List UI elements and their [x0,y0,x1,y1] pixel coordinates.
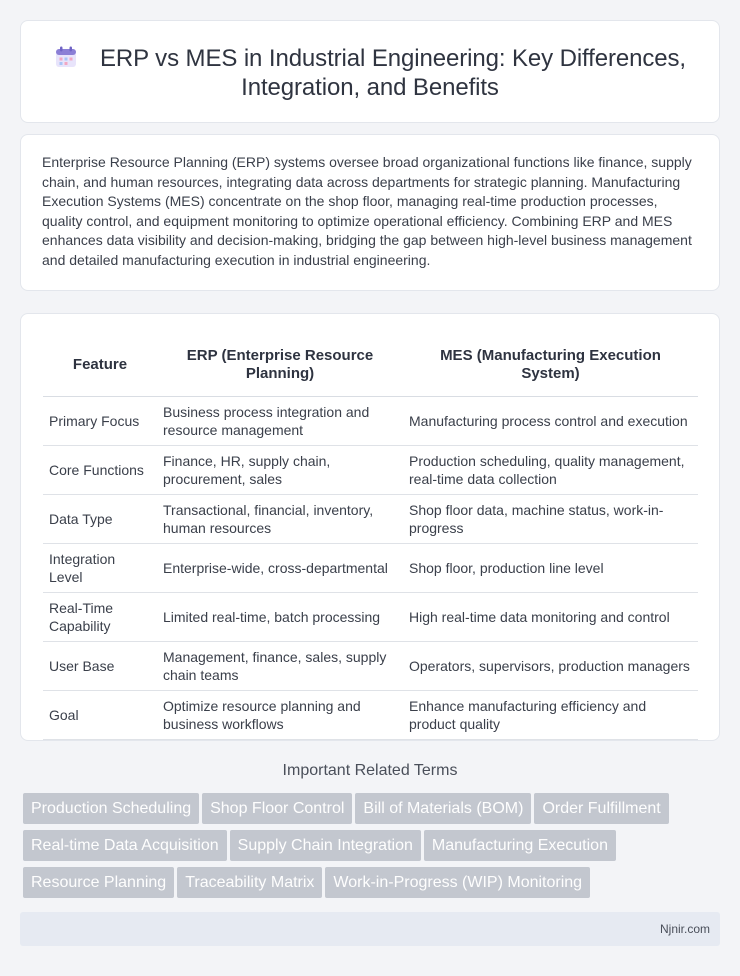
erp-cell: Transactional, financial, inventory, human resources [157,494,403,543]
term-tag[interactable]: Resource Planning [23,867,174,898]
comparison-table-card [20,313,720,741]
table-row [43,641,698,690]
term-tag[interactable]: Supply Chain Integration [230,830,421,861]
title-card [20,20,720,123]
mes-cell: Shop floor, production line level [403,543,698,592]
footer-site-link[interactable]: Njnir.com [659,922,710,936]
feature-cell: Core Functions [43,445,157,494]
table-row [43,494,698,543]
footer [20,912,720,946]
header-mes: MES (Manufacturing Execution System) [403,334,698,396]
mes-cell: Shop floor data, machine status, work-in-progress [403,494,698,543]
title-line-1: ERP vs MES in Industrial Engineering: Key Differences, [100,45,686,72]
erp-cell: Finance, HR, supply chain, procurement, sales [157,445,403,494]
feature-cell: Goal [43,690,157,739]
table-row [43,396,698,445]
comparison-table [43,334,698,740]
erp-cell: Optimize resource planning and business workflows [157,690,403,739]
intro-text: Enterprise Resource Planning (ERP) systems oversee broad organizational functions like finance, supply chain, and human resources, integrating data across departments for strategic planning. Manufacturing Execution Systems (MES) concentrate on the shop floor, managing real-time production processes, quality control, and equipment monitoring to optimize operational efficiency. Combining ERP and MES enhances data visibility and decision-making, bridging the gap between high-level business management and detailed manufacturing execution in industrial engineering. [42,154,692,268]
term-tag[interactable]: Shop Floor Control [202,793,352,824]
term-tag[interactable]: Work-in-Progress (WIP) Monitoring [325,867,590,898]
feature-cell: Data Type [43,494,157,543]
related-terms-list [23,793,723,904]
mes-cell: Operators, supervisors, production managers [403,641,698,690]
term-tag[interactable]: Real-time Data Acquisition [23,830,227,861]
feature-cell: Integration Level [43,543,157,592]
mes-cell: High real-time data monitoring and control [403,592,698,641]
feature-cell: Primary Focus [43,396,157,445]
erp-cell: Limited real-time, batch processing [157,592,403,641]
mes-cell: Manufacturing process control and execution [403,396,698,445]
term-tag[interactable]: Manufacturing Execution [424,830,616,861]
intro-card [20,134,720,291]
table-row [43,445,698,494]
erp-cell: Management, finance, sales, supply chain teams [157,641,403,690]
header-erp: ERP (Enterprise Resource Planning) [157,334,403,396]
mes-cell: Enhance manufacturing efficiency and product quality [403,690,698,739]
mes-cell: Production scheduling, quality management, real-time data collection [403,445,698,494]
related-terms-title: Important Related Terms [282,762,458,779]
term-tag[interactable]: Traceability Matrix [177,867,322,898]
term-tag[interactable]: Bill of Materials (BOM) [355,793,531,824]
table-row [43,592,698,641]
table-row [43,690,698,739]
term-tag[interactable]: Order Fulfillment [534,793,668,824]
erp-cell: Business process integration and resource management [157,396,403,445]
erp-cell: Enterprise-wide, cross-departmental [157,543,403,592]
page-title [21,44,719,102]
table-row [43,543,698,592]
title-line-2: Integration, and Benefits [241,74,499,101]
calendar-icon [54,45,78,69]
feature-cell: Real-Time Capability [43,592,157,641]
term-tag[interactable]: Production Scheduling [23,793,199,824]
feature-cell: User Base [43,641,157,690]
table-header-row [43,334,698,396]
header-feature: Feature [43,334,157,396]
